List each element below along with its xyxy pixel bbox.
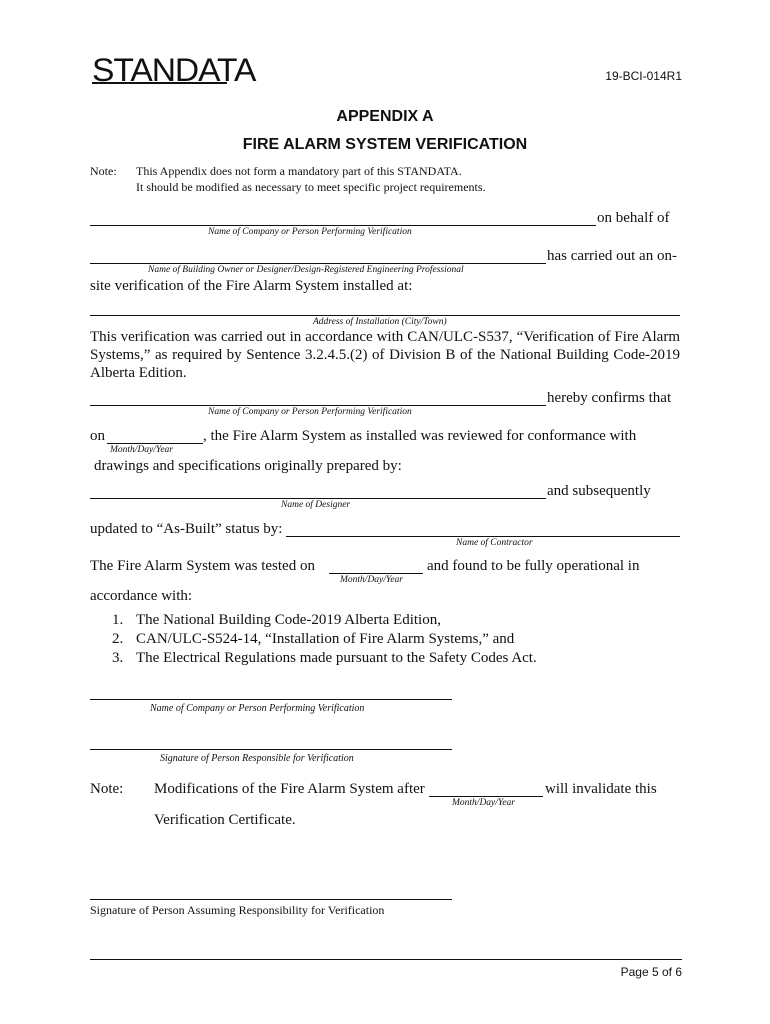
on-label: on <box>90 428 105 444</box>
contractor-field-line[interactable] <box>286 536 680 537</box>
company-caption: Name of Company or Person Performing Verification <box>208 227 412 237</box>
date-caption-2: Month/Day/Year <box>340 575 403 585</box>
list-number: 2. <box>112 631 124 647</box>
list-number: 3. <box>112 650 124 666</box>
company-field-line-2[interactable] <box>90 405 546 406</box>
fully-operational-text: and found to be fully operational in <box>427 558 640 574</box>
responsible-signature-caption: Signature of Person Responsible for Verification <box>160 753 354 764</box>
address-field-line[interactable] <box>90 315 680 316</box>
list-text: CAN/ULC-S524-14, “Installation of Fire Alarm Systems,” and <box>136 631 515 647</box>
designer-caption: Name of Designer <box>281 500 351 510</box>
has-carried-text: has carried out an on- <box>547 248 677 264</box>
tested-on-text: The Fire Alarm System was tested on <box>90 558 315 574</box>
footer-rule <box>90 959 682 960</box>
document-title: FIRE ALARM SYSTEM VERIFICATION <box>242 136 528 153</box>
list-item <box>112 631 537 650</box>
verification-paragraph: This verification was carried out in accordance with CAN/ULC-S537, “Verification of Fire Alarm Systems,” as required by Sentence 3.2.4.5.(2) of Division B of the National Building Code-2019 Alberta Edition. <box>90 329 680 381</box>
company-field-line[interactable] <box>90 225 596 226</box>
company-signature-caption: Name of Company or Person Performing Verification <box>150 703 365 714</box>
list-item <box>112 612 537 631</box>
invalidate-text: will invalidate this <box>545 781 657 797</box>
bottom-note-label: Note: <box>90 781 124 797</box>
note-label: Note: <box>90 164 117 178</box>
appendix-title: APPENDIX A <box>336 108 434 125</box>
verification-certificate-text: Verification Certificate. <box>154 812 296 828</box>
note-line-2: It should be modified as necessary to meet specific project requirements. <box>136 180 486 194</box>
drawings-text: drawings and specifications originally prepared by: <box>94 458 402 474</box>
modifications-text: Modifications of the Fire Alarm System after <box>154 781 425 797</box>
assuming-signature-caption: Signature of Person Assuming Responsibility for Verification <box>90 903 385 917</box>
assuming-signature-line[interactable] <box>90 899 452 900</box>
document-number: 19-BCI-014R1 <box>605 69 682 83</box>
reviewed-text: , the Fire Alarm System as installed was reviewed for conformance with <box>203 428 637 444</box>
owner-caption: Name of Building Owner or Designer/Design-Registered Engineering Professional <box>148 265 464 275</box>
company-signature-line[interactable] <box>90 699 452 700</box>
company-caption-2: Name of Company or Person Performing Verification <box>208 407 412 417</box>
accordance-text: accordance with: <box>90 588 193 604</box>
test-date-line[interactable] <box>329 573 423 574</box>
owner-field-line[interactable] <box>90 263 546 264</box>
review-date-line[interactable] <box>107 443 203 444</box>
note-line-1: This Appendix does not form a mandatory part of this STANDATA. <box>136 164 462 178</box>
subsequently-text: and subsequently <box>547 483 651 499</box>
list-text: The National Building Code-2019 Alberta Edition, <box>136 612 441 628</box>
list-item <box>112 650 537 669</box>
standata-logo: STANDATA <box>92 52 256 88</box>
responsible-signature-line[interactable] <box>90 749 452 750</box>
logo-underline <box>92 82 227 84</box>
contractor-caption: Name of Contractor <box>456 538 533 548</box>
as-built-text: updated to “As-Built” status by: <box>90 521 283 537</box>
hereby-confirms-text: hereby confirms that <box>547 390 672 406</box>
page-number: Page 5 of 6 <box>620 965 682 979</box>
address-caption: Address of Installation (City/Town) <box>313 317 447 327</box>
designer-field-line[interactable] <box>90 498 546 499</box>
list-number: 1. <box>112 612 124 628</box>
date-caption-3: Month/Day/Year <box>452 798 515 808</box>
requirements-list <box>112 612 537 669</box>
date-caption-1: Month/Day/Year <box>110 445 173 455</box>
on-behalf-of-text: on behalf of <box>597 210 670 226</box>
modification-date-line[interactable] <box>429 796 543 797</box>
site-verification-text: site verification of the Fire Alarm System installed at: <box>90 278 413 294</box>
list-text: The Electrical Regulations made pursuant to the Safety Codes Act. <box>136 650 537 666</box>
